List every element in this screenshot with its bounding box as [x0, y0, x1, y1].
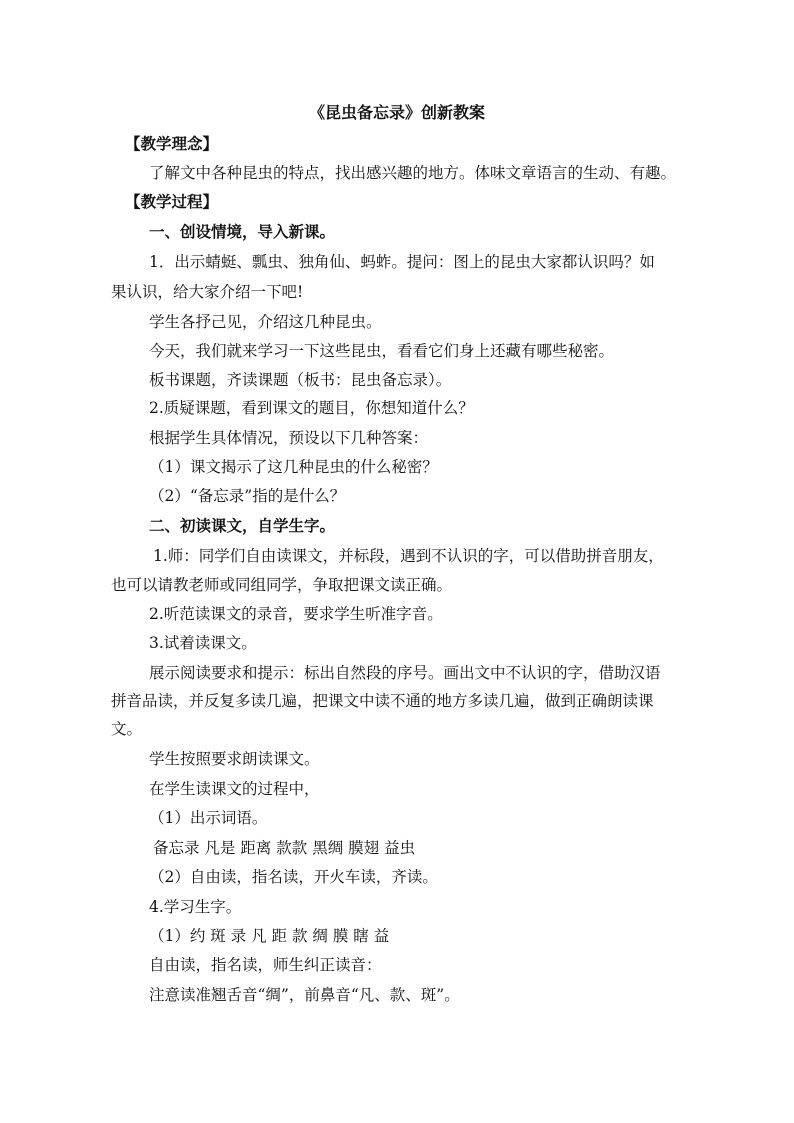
section-heading-2: 二、初读课文，自学生字。 [149, 516, 336, 535]
body-line: 拼音品读，并反复多读几遍，把课文中读不通的地方多读几遍，做到正确朗读课 [111, 692, 654, 710]
body-line: 2.质疑课题，看到课文的题目，你想知道什么？ [149, 399, 474, 417]
body-line: 文。 [111, 720, 143, 738]
body-line: 注意读准翘舌音“绸”，前鼻音“凡、款、斑”。 [149, 986, 460, 1004]
body-line: 2.听范读课文的录音，要求学生听准字音。 [149, 605, 443, 623]
body-line: 也可以请教老师或同组同学，争取把课文读正确。 [111, 576, 453, 594]
body-line: 学生按照要求朗读课文。 [149, 750, 320, 768]
process-heading: 【教学过程】 [125, 192, 219, 211]
body-line: 展示阅读要求和提示：标出自然段的序号。画出文中不认识的字，借助汉语 [149, 664, 661, 682]
vocabulary-line: 备忘录 凡是 距离 款款 黑绸 膜翅 益虫 [153, 839, 416, 857]
body-line: 1．出示蜻蜓、瓢虫、独角仙、蚂蚱。提问：图上的昆虫大家都认识吗？如 [149, 253, 655, 271]
body-line: 学生各抒己见，介绍这几种昆虫。 [149, 313, 382, 331]
section-heading-1: 一、创设情境，导入新课。 [149, 222, 336, 241]
characters-line: （1）约 斑 录 凡 距 款 绸 膜 瞎 益 [149, 927, 390, 945]
concept-heading: 【教学理念】 [125, 134, 219, 153]
body-line: 果认识，给大家介绍一下吧! [111, 283, 304, 301]
body-line: （2）“备忘录”指的是什么？ [149, 487, 346, 505]
body-line: 3.试着读课文。 [149, 634, 257, 652]
concept-text: 了解文中各种昆虫的特点，找出感兴趣的地方。体味文章语言的生动、有趣。 [149, 164, 677, 182]
body-line: （2）自由读，指名读，开火车读，齐读。 [149, 868, 438, 886]
body-line: （1）课文揭示了这几种昆虫的什么秘密？ [149, 458, 438, 476]
body-line: 根据学生具体情况，预设以下几种答案： [149, 429, 429, 447]
body-line: 今天，我们就来学习一下这些昆虫，看看它们身上还藏有哪些秘密。 [149, 342, 615, 360]
body-line: 自由读，指名读，师生纠正读音： [149, 956, 382, 974]
document-title: 《昆虫备忘录》创新教案 [308, 103, 485, 122]
body-line: 1.师：同学们自由读课文，并标段，遇到不认识的字，可以借助拼音朋友， [153, 547, 664, 565]
body-line: （1）出示词语。 [149, 809, 268, 827]
body-line: 4.学习生字。 [149, 898, 242, 916]
body-line: 在学生读课文的过程中， [149, 780, 320, 798]
body-line: 板书课题，齐读课题（板书：昆虫备忘录）。 [149, 371, 452, 389]
